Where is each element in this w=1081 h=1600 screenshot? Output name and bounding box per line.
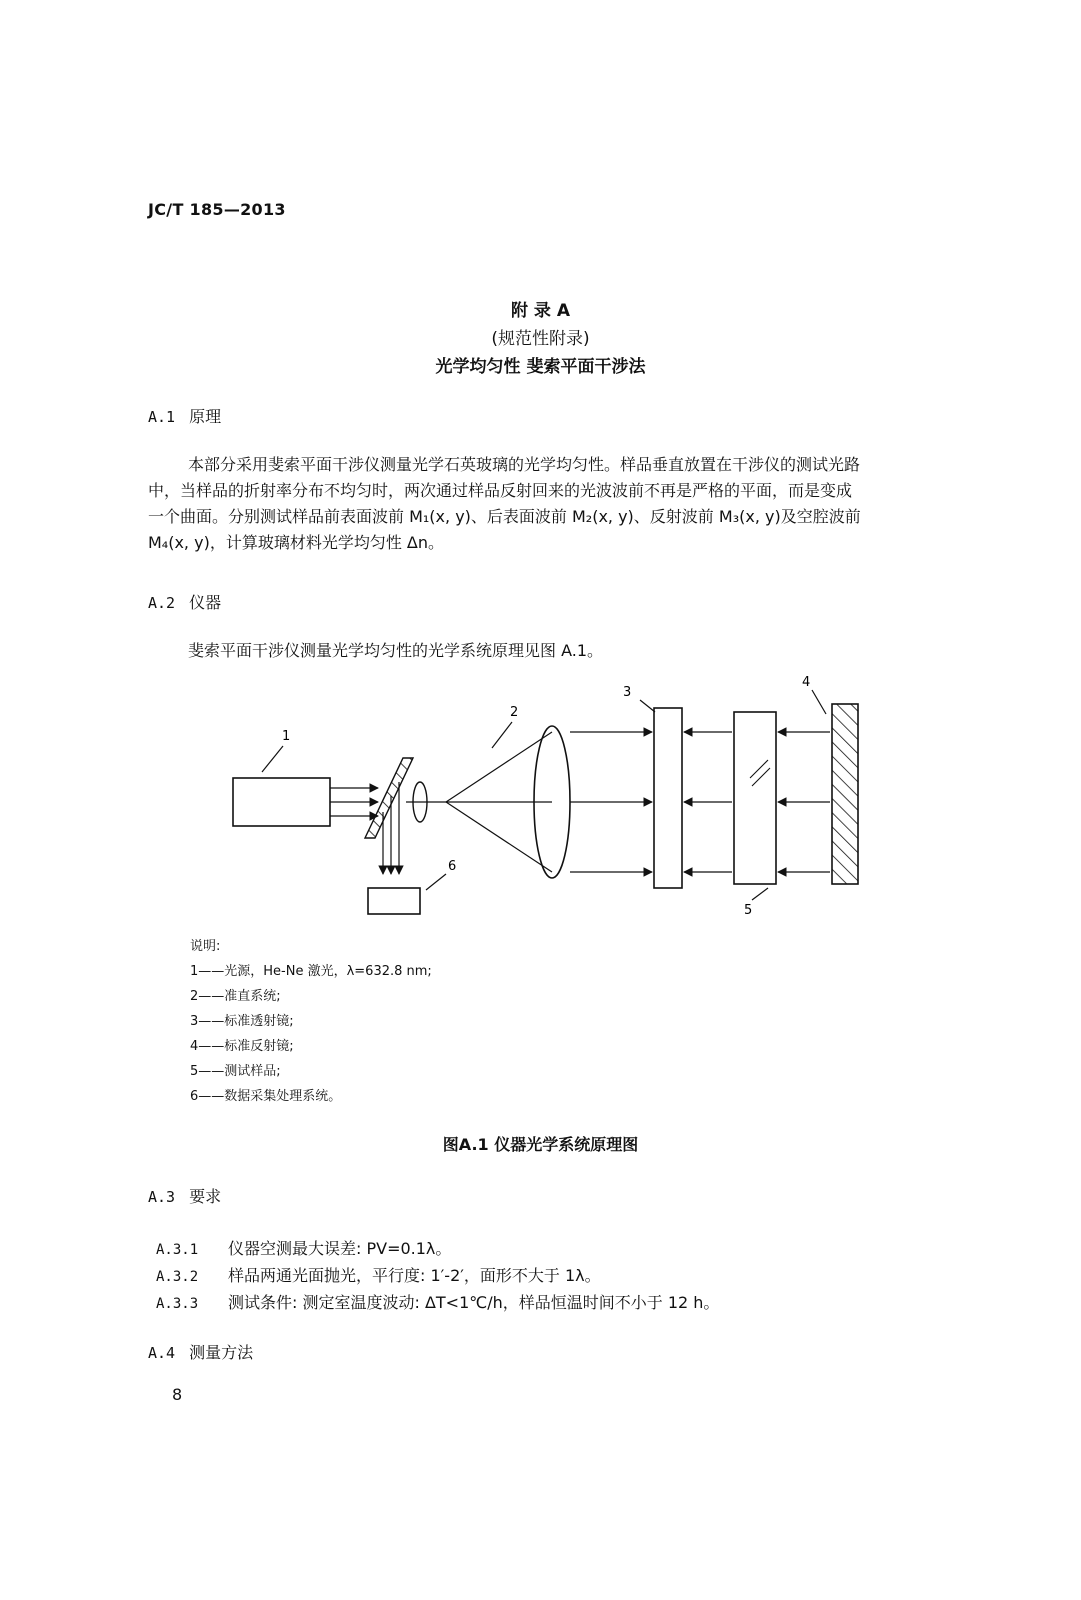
appendix-title: 附 录 A [511,301,570,321]
section-number: A.3 [148,1188,176,1206]
label-leader [262,746,283,772]
standard-reflection-flat [832,704,858,884]
label-leader [426,874,446,890]
page-number: 8 [172,1385,183,1404]
requirement-item [156,1290,719,1317]
legend-title: 说明: [190,939,221,954]
section-title: 原理 [189,407,222,426]
legend-item: 2——准直系统; [190,989,281,1004]
label-1: 1 [282,729,291,744]
legend-item: 3——标准透射镜; [190,1014,294,1029]
requirement-number: A.3.3 [156,1296,199,1312]
legend-item: 5——测试样品; [190,1064,281,1079]
requirement-text: 测试条件: 测定室温度波动: ΔT<1℃/h，样品恒温时间不小于 12 h。 [228,1293,720,1312]
sample-mark [752,768,770,786]
figure-caption: 图A.1 仪器光学系统原理图 [442,1135,639,1154]
label-6: 6 [448,859,457,874]
requirement-text: 样品两通光面抛光，平行度: 1′-2′，面形不大于 1λ。 [228,1266,601,1285]
label-3: 3 [623,685,632,700]
light-source [233,778,330,826]
data-processing-system [368,888,420,914]
label-leader [812,690,826,714]
section-a2-heading [148,590,221,613]
label-leader [492,722,512,748]
appendix-heading: 光学均匀性 斐索平面干涉法 [435,357,646,377]
beam-splitter [365,758,413,838]
section-number: A.4 [148,1344,176,1362]
instrument-text: 斐索平面干涉仪测量光学均匀性的光学系统原理见图 A.1。 [188,641,604,660]
test-sample [734,712,776,884]
section-number: A.2 [148,594,176,612]
label-5: 5 [744,903,753,918]
principle-line: M₄(x, y)，计算玻璃材料光学均匀性 Δn。 [148,533,444,552]
principle-line: 本部分采用斐索平面干涉仪测量光学石英玻璃的光学均匀性。样品垂直放置在干涉仪的测试光路 [188,455,861,474]
label-leader [752,888,768,900]
section-a4-heading [148,1340,253,1363]
principle-line: 中，当样品的折射率分布不均匀时，两次通过样品反射回来的光波波前不再是严格的平面，而是变成 [148,481,853,500]
requirement-number: A.3.1 [156,1242,199,1258]
appendix-subtitle: (规范性附录) [491,329,590,349]
principle-paragraph [148,452,948,556]
legend-item: 1——光源，He-Ne 激光，λ=632.8 nm; [190,964,432,979]
principle-line: 一个曲面。分别测试样品前表面波前 M₁(x, y)、后表面波前 M₂(x, y)、反射波前 M₃(x, y)及空腔波前 [148,507,861,526]
section-title: 测量方法 [189,1343,254,1362]
legend-item: 4——标准反射镜; [190,1039,294,1054]
standard-transmission-flat [654,708,682,888]
document-id: JC/T 185—2013 [148,200,286,219]
figure-legend [190,934,432,1109]
section-title: 要求 [189,1187,222,1206]
label-4: 4 [802,675,811,690]
section-a3-heading [148,1184,221,1207]
requirement-item [156,1236,719,1263]
optical-system-diagram [0,660,1081,930]
legend-item: 6——数据采集处理系统。 [190,1089,342,1104]
label-leader [640,700,655,712]
section-title: 仪器 [189,593,222,612]
requirement-item [156,1263,719,1290]
label-2: 2 [510,705,519,720]
requirement-text: 仪器空测最大误差: PV=0.1λ。 [228,1239,452,1258]
requirements-list [156,1236,719,1317]
sample-mark [750,760,768,778]
section-a1-heading [148,404,221,427]
requirement-number: A.3.2 [156,1269,199,1285]
section-number: A.1 [148,408,176,426]
